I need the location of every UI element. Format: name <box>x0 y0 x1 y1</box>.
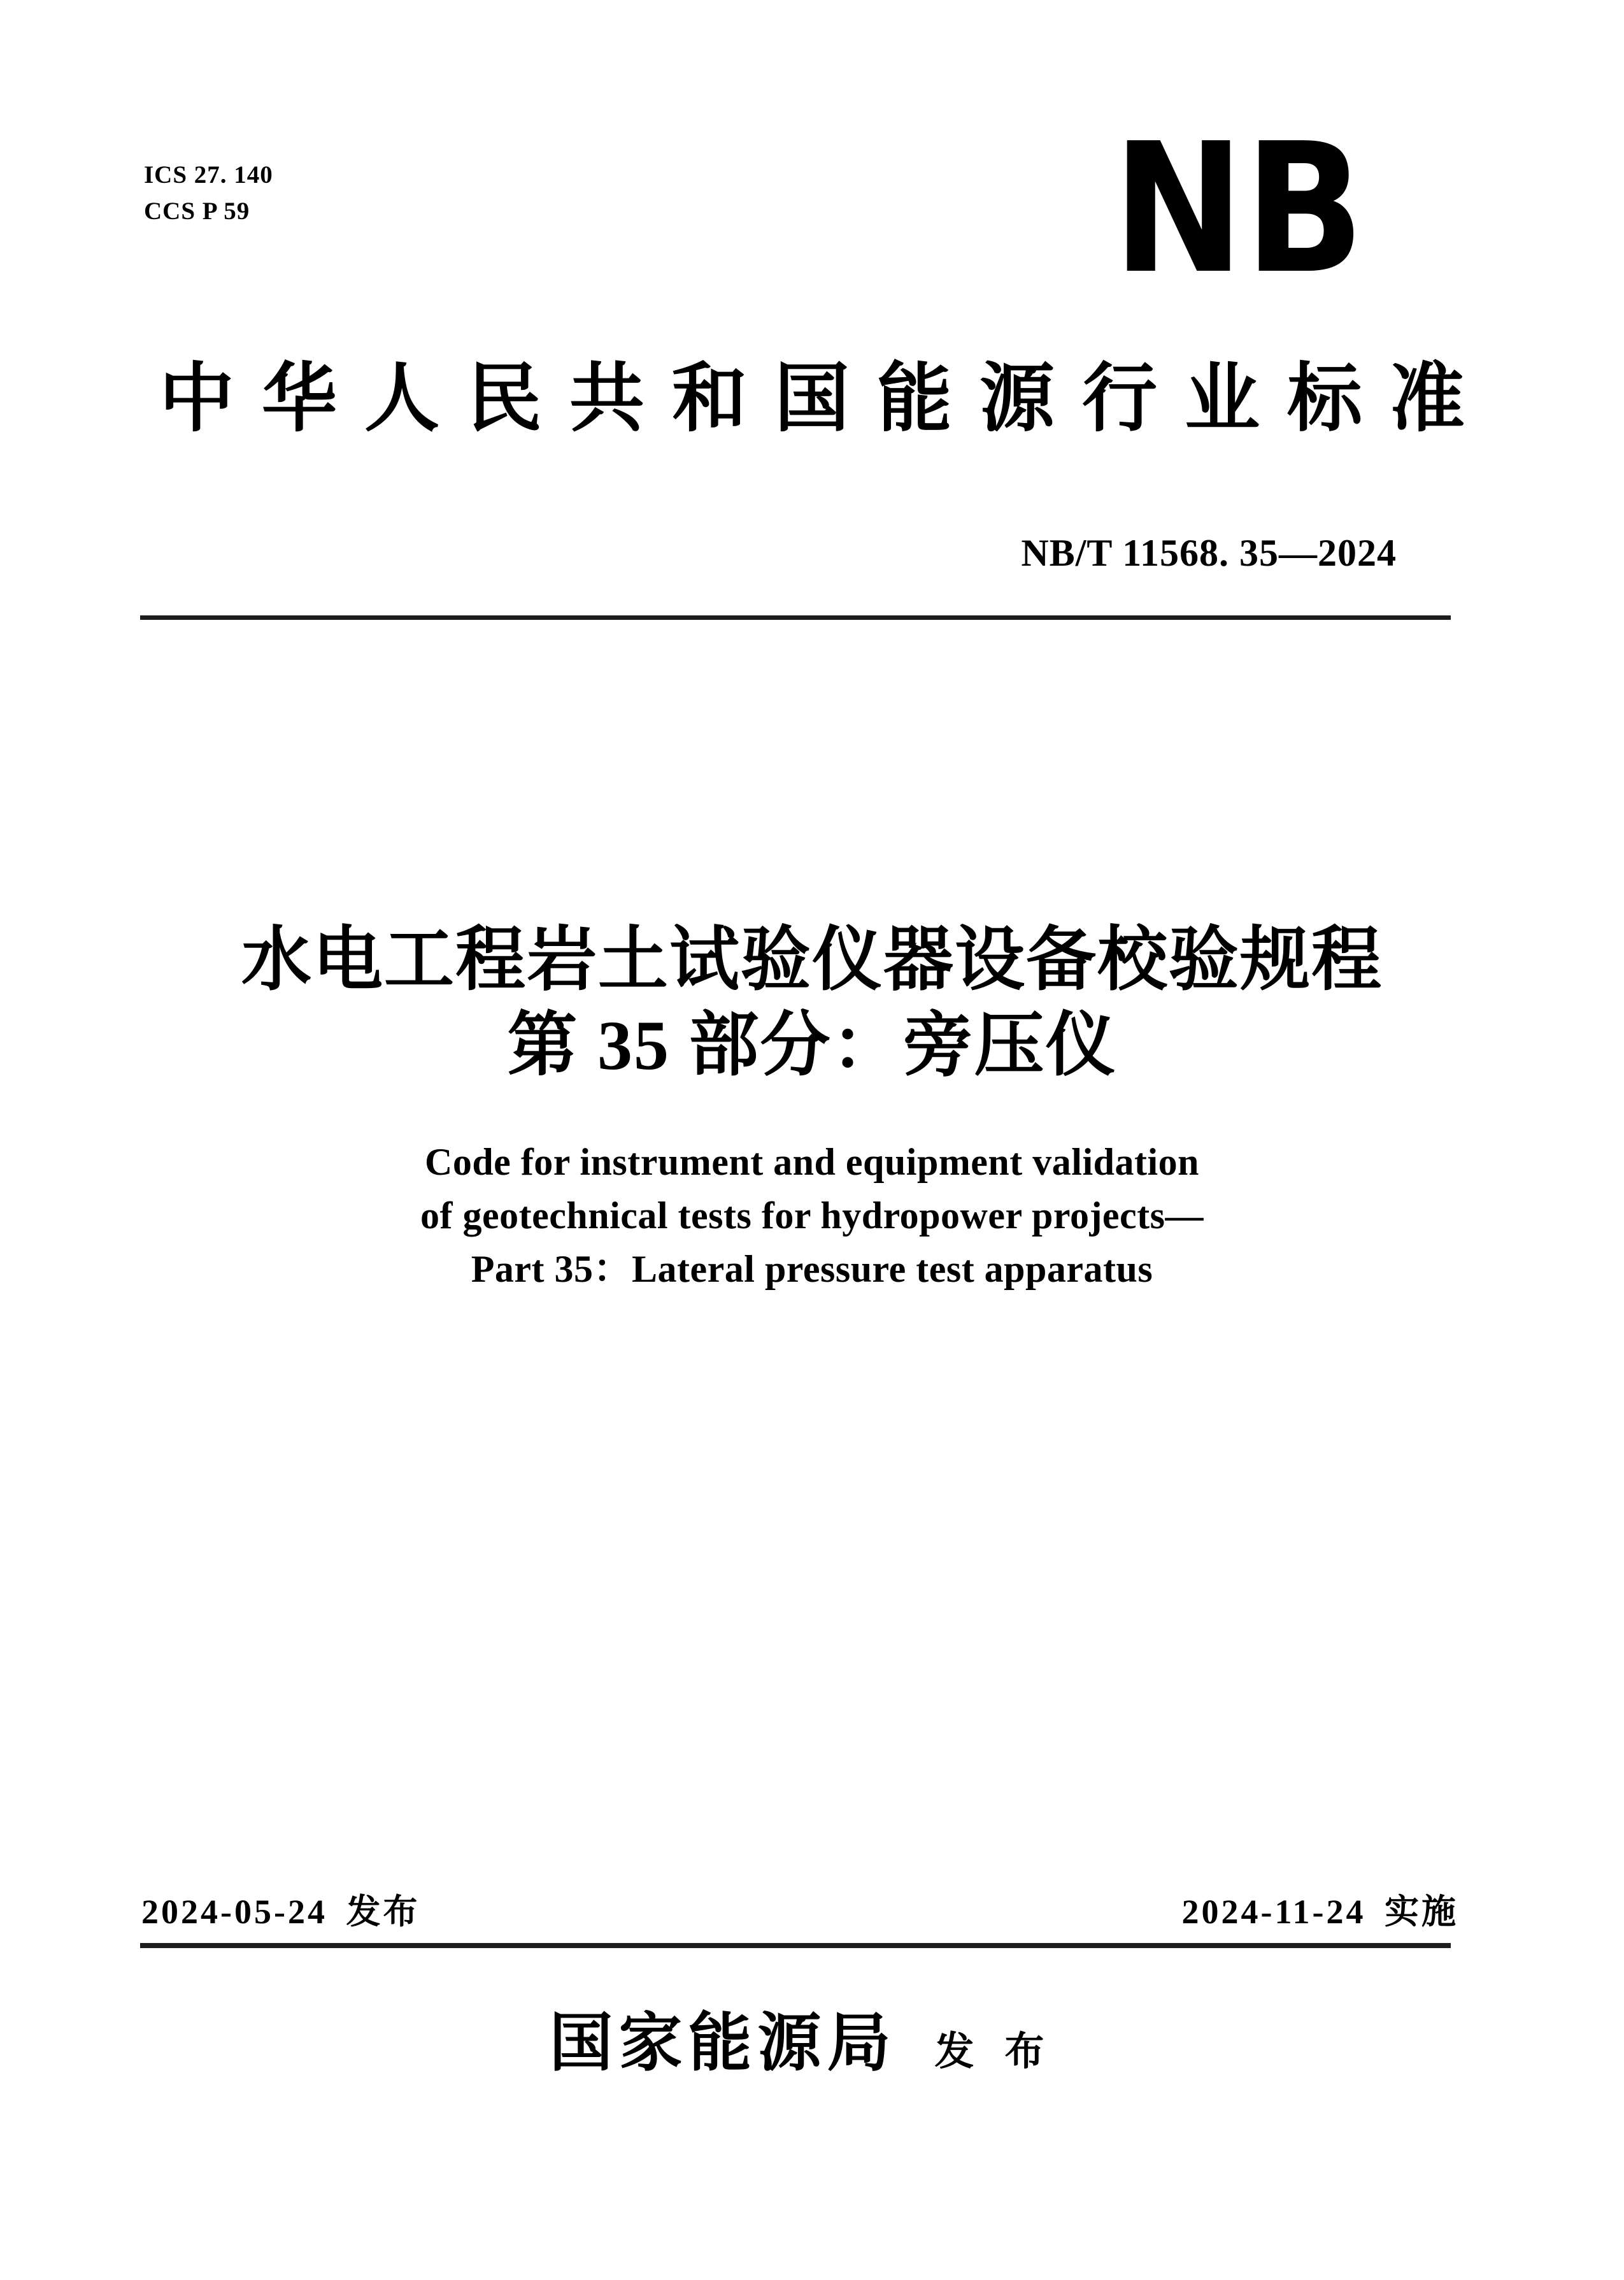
release-date <box>141 1895 420 1929</box>
title-en-line1: Code for instrument and equipment validation <box>424 1141 1200 1183</box>
publisher-name: 国家能源局 <box>549 2008 897 2079</box>
implement-date-value: 2024-11-24 <box>1181 1893 1366 1931</box>
title-cn-line2: 第 35 部分：旁压仪 <box>507 1007 1117 1084</box>
nb-logo: NB <box>1113 105 1365 313</box>
ics-code: ICS 27. 140 <box>144 161 273 189</box>
org-heading: 中华人民共和国能源行业标准 <box>159 357 1492 441</box>
footer-rule <box>140 1943 1451 1948</box>
standard-number: NB/T 11568. 35—2024 <box>1021 532 1397 574</box>
dates-row <box>141 1895 1458 1929</box>
ccs-code: CCS P 59 <box>144 197 250 225</box>
publisher-action: 发布 <box>934 2030 1075 2074</box>
title-en <box>0 1135 1624 1296</box>
implement-date <box>1182 1895 1459 1929</box>
implement-date-label: 实施 <box>1385 1893 1458 1931</box>
title-cn <box>0 917 1624 1088</box>
title-en-line3: Part 35：Lateral pressure test apparatus <box>471 1248 1153 1290</box>
title-cn-line1: 水电工程岩土试验仪器设备校验规程 <box>241 921 1383 999</box>
release-date-label: 发布 <box>346 1893 420 1931</box>
release-date-value: 2024-05-24 <box>141 1893 327 1931</box>
header-rule <box>140 615 1451 620</box>
classification-codes <box>144 157 273 229</box>
publisher-row <box>0 2008 1624 2079</box>
title-en-line2: of geotechnical tests for hydropower projects— <box>420 1194 1204 1237</box>
